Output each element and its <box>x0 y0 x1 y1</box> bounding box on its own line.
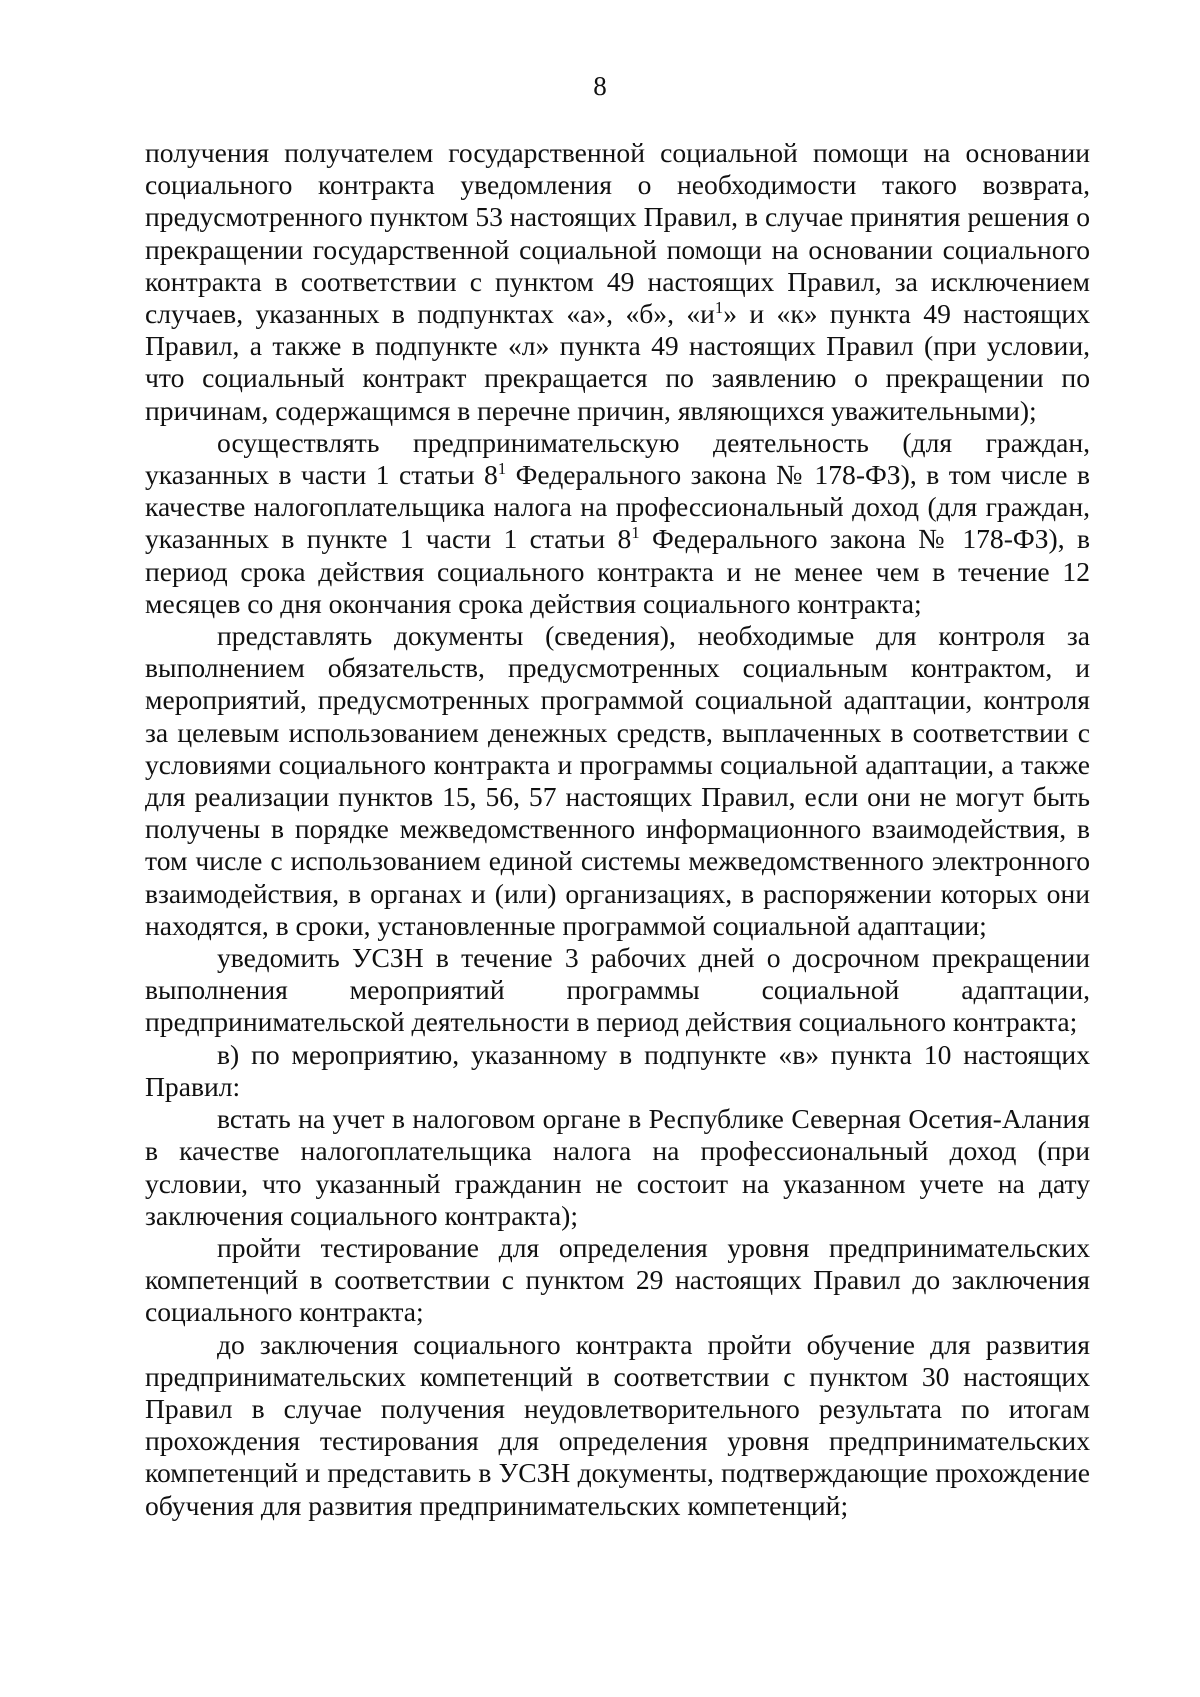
paragraph <box>145 427 1090 620</box>
text-run: пройти тестирование для определения уровня предпринимательских компетенций в соответствии с пунктом 29 настоящих Правил до заключения социального контракта; <box>145 1231 1090 1328</box>
text-run: осуществлять предпринимательскую деятельность (для граждан, указанных в части 1 статьи 8 <box>145 426 1090 491</box>
superscript: 1 <box>631 523 640 543</box>
paragraph <box>145 1103 1090 1232</box>
page-number: 8 <box>593 71 607 101</box>
text-run: » и «к» пункта 49 настоящих Правил, а также в подпункте «л» пункта 49 настоящих Правил (при условии, что социальный контракт прекращается по заявлению о прекращении по причинам, содержащимся в перечне причин, являющихся уважительными); <box>145 298 1090 426</box>
text-run: встать на учет в налоговом органе в Республике Северная Осетия-Алания в качестве налогоплательщика налога на профессиональный доход (при условии, что указанный гражданин не состоит на указанном учете на дату заключения социального контракта); <box>145 1103 1090 1231</box>
text-run: до заключения социального контракта пройти обучение для развития предпринимательских компетенций в соответствии с пунктом 30 настоящих Правил в случае получения неудовлетворительного результата по итогам прохождения тестирования для определения уровня предпринимательских компетенций и представить в УСЗН документы, подтверждающие прохождение обучения для развития предпринимательских компетенций; <box>145 1328 1090 1521</box>
text-run: получения получателем государственной социальной помощи на основании социального контракта уведомления о необходимости такого возврата, предусмотренного пунктом 53 настоящих Правил, в случае принятия решения о прекращении государственной социальной помощи на основании социального контракта в соответствии с пунктом 49 настоящих Правил, за исключением случаев, указанных в подпунктах «а», «б», «и <box>145 137 1090 330</box>
paragraph <box>145 1232 1090 1329</box>
paragraph <box>145 1329 1090 1522</box>
text-run: уведомить УСЗН в течение 3 рабочих дней о досрочном прекращении выполнения мероприятий программы социальной адаптации, предпринимательской деятельности в период действия социального контракта; <box>145 942 1090 1038</box>
text-run: Федерального закона № 178-ФЗ), в период срока действия социального контракта и не менее чем в течение 12 месяцев со дня окончания срока действия социального контракта; <box>145 523 1090 619</box>
paragraph <box>145 620 1090 942</box>
paragraph <box>145 137 1090 427</box>
text-run: в) по мероприятию, указанному в подпункте «в» пункта 10 настоящих Правил: <box>145 1038 1090 1102</box>
text-run: представлять документы (сведения), необходимые для контроля за выполнением обязательств, предусмотренных социальным контрактом, и мероприятий, предусмотренных программой социальной адаптации, контроля за целевым использованием денежных средств, выплаченных в соответствии с условиями социального контракта и программы социальной адаптации, а также для реализации пунктов 15, 56, 57 настоящих Правил, если они не могут быть получены в порядке межведомственного информационного взаимодействия, в том числе с использованием единой системы межведомственного электронного взаимодействия, в органах и (или) организациях, в распоряжении которых они находятся, в сроки, установленные программой социальной адаптации; <box>145 620 1090 941</box>
paragraph <box>145 942 1090 1039</box>
superscript: 1 <box>497 458 507 478</box>
document-body <box>145 137 1090 1522</box>
paragraph <box>145 1039 1090 1103</box>
text-run: Федерального закона № 178-ФЗ), в том числе в качестве налогоплательщика налога на профессиональный доход (для граждан, указанных в пункте 1 части 1 статьи 8 <box>145 459 1090 555</box>
superscript: 1 <box>714 297 724 317</box>
